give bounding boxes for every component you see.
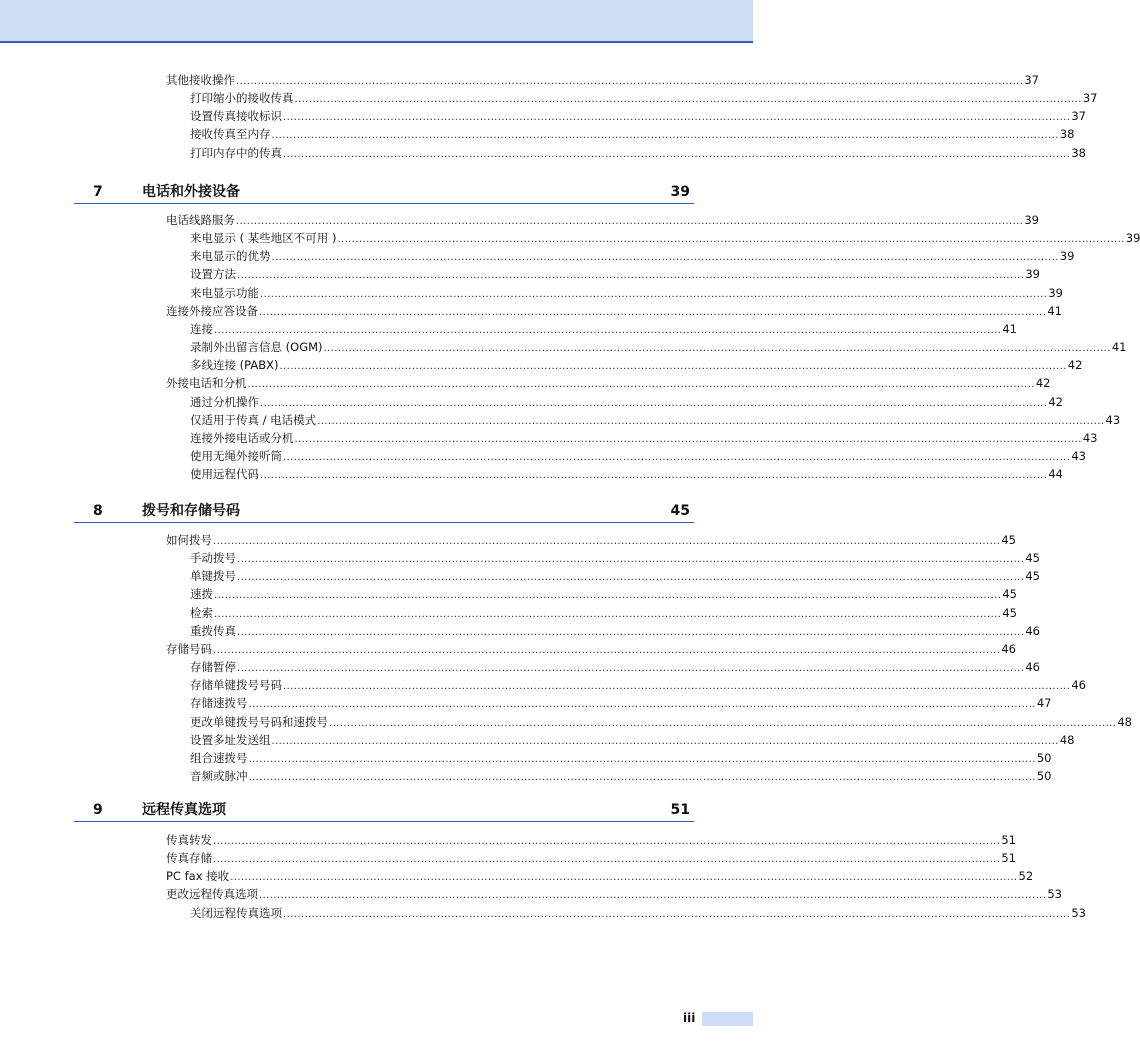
entry-title: PC fax 接收 [166, 869, 230, 884]
entry-page: 51 [1001, 851, 1016, 866]
entry-page: 43 [1105, 412, 1121, 427]
toc-entry[interactable] [166, 72, 1039, 89]
dot-leader: ............................................................................................................................................................................................................................ [213, 854, 1001, 866]
toc-subentry[interactable] [190, 430, 1098, 447]
dot-leader: ............................................................................................................................................................................................................................ [237, 270, 1025, 282]
toc-subentry[interactable] [190, 145, 1086, 162]
toc-subentry[interactable] [190, 695, 1052, 712]
entry-title: 关闭远程传真选项 [190, 905, 282, 920]
entry-title: 连接 [190, 321, 213, 336]
page-number: iii [683, 1011, 696, 1025]
entry-page: 43 [1082, 430, 1098, 445]
toc-subentry[interactable] [190, 126, 1075, 143]
entry-title: 更改远程传真选项 [166, 887, 258, 902]
dot-leader: ............................................................................................................................................................................................................................ [247, 379, 1035, 391]
chapter-title: 远程传真选项 [142, 802, 226, 818]
dot-leader: ............................................................................................................................................................................................................................ [236, 76, 1024, 87]
entry-page: 45 [1002, 587, 1017, 602]
entry-title: 使用无绳外接听筒 [190, 448, 282, 463]
dot-leader: ............................................................................................................................................................................................................................ [283, 908, 1071, 920]
dot-leader: ............................................................................................................................................................................................................................ [260, 470, 1048, 482]
toc-entry[interactable] [166, 532, 1016, 549]
dot-leader: ............................................................................................................................................................................................................................ [271, 252, 1059, 264]
entry-page: 37 [1071, 109, 1086, 124]
entry-title: 如何拨号 [166, 533, 212, 547]
toc-subentry[interactable] [190, 623, 1040, 640]
dot-leader: ............................................................................................................................................................................................................................ [259, 890, 1047, 902]
toc-subentry[interactable] [190, 108, 1086, 125]
dot-leader: ............................................................................................................................................................................................................................ [337, 234, 1125, 246]
toc-entry[interactable] [166, 868, 1034, 885]
entry-page: 53 [1071, 905, 1086, 920]
chapter-title: 拨号和存储号码 [142, 503, 240, 519]
entry-page: 45 [1025, 569, 1040, 584]
entry-title: 组合速拨号 [190, 750, 248, 765]
dot-leader: ............................................................................................................................................................................................................................ [248, 753, 1036, 765]
entry-title: 打印内存中的传真 [190, 145, 282, 160]
entry-page: 41 [1047, 303, 1062, 318]
chapter-heading[interactable] [74, 500, 694, 523]
chapter-heading[interactable] [74, 799, 694, 822]
entry-title: 手动拨号 [190, 551, 236, 566]
toc-subentry[interactable] [190, 605, 1017, 622]
entry-page: 42 [1035, 376, 1051, 391]
chapter-number: 7 [93, 184, 103, 200]
entry-title: 多线连接 (PABX) [190, 358, 279, 373]
entry-page: 42 [1048, 394, 1063, 409]
entry-page: 39 [1059, 249, 1075, 264]
dot-leader: ............................................................................................................................................................................................................................ [317, 415, 1105, 427]
dot-leader: ............................................................................................................................................................................................................................ [260, 397, 1048, 409]
dot-leader: ............................................................................................................................................................................................................................ [283, 148, 1071, 160]
dot-leader: ............................................................................................................................................................................................................................ [237, 572, 1025, 584]
toc-subentry[interactable] [190, 230, 1140, 247]
dot-leader: ............................................................................................................................................................................................................................ [248, 699, 1036, 711]
toc-subentry[interactable] [190, 357, 1083, 374]
entry-page: 37 [1024, 73, 1039, 87]
entry-title: 连接外接电话或分机 [190, 430, 294, 445]
chapter-title: 电话和外接设备 [142, 184, 240, 200]
toc-entry[interactable] [166, 212, 1039, 229]
toc-subentry[interactable] [190, 248, 1075, 265]
toc-subentry[interactable] [190, 466, 1063, 483]
toc-subentry[interactable] [190, 285, 1063, 302]
toc-subentry[interactable] [190, 394, 1063, 411]
chapter-page: 39 [670, 184, 690, 200]
entry-title: 外接电话和分机 [166, 376, 247, 391]
entry-page: 38 [1059, 127, 1075, 142]
dot-leader: ............................................................................................................................................................................................................................ [294, 433, 1082, 445]
dot-leader: ............................................................................................................................................................................................................................ [260, 288, 1048, 300]
toc-subentry[interactable] [190, 321, 1017, 338]
toc-subentry[interactable] [190, 750, 1052, 767]
toc-entry[interactable] [166, 886, 1062, 903]
entry-title: 单键拨号 [190, 569, 236, 584]
entry-title: 仅适用于传真 / 电话模式 [190, 412, 317, 427]
entry-title: 来电显示功能 [190, 285, 259, 300]
entry-page: 46 [1071, 678, 1086, 693]
entry-title: 存储暂停 [190, 660, 236, 675]
chapter-heading[interactable] [74, 181, 694, 204]
dot-leader: ............................................................................................................................................................................................................................ [271, 130, 1059, 142]
dot-leader: ............................................................................................................................................................................................................................ [214, 608, 1002, 620]
entry-title: 通过分机操作 [190, 394, 259, 409]
entry-title: 打印缩小的接收传真 [190, 91, 294, 106]
entry-title: 存储速拨号 [190, 696, 248, 711]
dot-leader: ............................................................................................................................................................................................................................ [283, 681, 1071, 693]
entry-page: 38 [1071, 145, 1086, 160]
dot-leader: ............................................................................................................................................................................................................................ [214, 590, 1002, 602]
entry-page: 47 [1036, 696, 1052, 711]
entry-page: 43 [1071, 448, 1086, 463]
entry-title: 重拨传真 [190, 623, 236, 638]
entry-title: 存储号码 [166, 641, 212, 656]
dot-leader: ............................................................................................................................................................................................................................ [294, 94, 1082, 106]
entry-title: 连接外接应答设备 [166, 303, 258, 318]
toc-entry[interactable] [166, 850, 1016, 867]
entry-title: 传真存储 [166, 851, 212, 866]
entry-page: 39 [1025, 267, 1040, 282]
entry-page: 45 [1025, 551, 1040, 566]
entry-page: 48 [1117, 714, 1132, 729]
entry-page: 48 [1059, 732, 1075, 747]
dot-leader: ............................................................................................................................................................................................................................ [329, 717, 1117, 729]
toc-entry[interactable] [166, 375, 1051, 392]
toc-subentry[interactable] [190, 339, 1127, 356]
entry-title: 传真转发 [166, 833, 212, 847]
entry-page: 39 [1048, 285, 1063, 300]
toc-subentry[interactable] [190, 732, 1075, 749]
chapter-number: 8 [93, 503, 103, 519]
footer-band [702, 1012, 753, 1026]
entry-page: 45 [1001, 533, 1016, 547]
dot-leader: ............................................................................................................................................................................................................................ [283, 451, 1071, 463]
entry-title: 音频或脉冲 [190, 768, 248, 783]
entry-title: 设置多址发送组 [190, 732, 271, 747]
entry-page: 39 [1125, 231, 1140, 246]
toc-subentry[interactable] [190, 412, 1121, 429]
dot-leader: ............................................................................................................................................................................................................................ [248, 771, 1036, 783]
toc-subentry[interactable] [190, 448, 1086, 465]
toc-subentry[interactable] [190, 659, 1040, 676]
toc-subentry[interactable] [190, 714, 1132, 731]
entry-page: 46 [1025, 660, 1040, 675]
toc-entry[interactable] [166, 641, 1016, 658]
chapter-page: 45 [670, 503, 690, 519]
dot-leader: ............................................................................................................................................................................................................................ [236, 216, 1024, 227]
toc-subentry[interactable] [190, 677, 1086, 694]
dot-leader: ............................................................................................................................................................................................................................ [237, 554, 1025, 566]
entry-page: 50 [1036, 750, 1052, 765]
entry-title: 更改单键拨号号码和速拨号 [190, 714, 328, 729]
entry-title: 检索 [190, 605, 213, 620]
entry-page: 41 [1002, 321, 1017, 336]
entry-page: 46 [1025, 623, 1040, 638]
entry-title: 速拨 [190, 587, 213, 602]
entry-page: 41 [1111, 340, 1127, 355]
toc-entry[interactable] [166, 832, 1016, 849]
entry-title: 其他接收操作 [166, 73, 235, 87]
dot-leader: ............................................................................................................................................................................................................................ [283, 112, 1071, 124]
dot-leader: ............................................................................................................................................................................................................................ [230, 872, 1018, 884]
toc-entry[interactable] [166, 303, 1062, 320]
dot-leader: ............................................................................................................................................................................................................................ [323, 343, 1111, 355]
dot-leader: ............................................................................................................................................................................................................................ [237, 663, 1025, 675]
dot-leader: ............................................................................................................................................................................................................................ [213, 536, 1001, 547]
dot-leader: ............................................................................................................................................................................................................................ [237, 626, 1025, 638]
dot-leader: ............................................................................................................................................................................................................................ [213, 644, 1001, 656]
entry-page: 37 [1082, 91, 1098, 106]
dot-leader: ............................................................................................................................................................................................................................ [213, 836, 1001, 847]
entry-page: 46 [1001, 641, 1016, 656]
entry-page: 39 [1024, 213, 1039, 227]
entry-title: 设置方法 [190, 267, 236, 282]
chapter-page: 51 [670, 802, 690, 818]
entry-title: 设置传真接收标识 [190, 109, 282, 124]
dot-leader: ............................................................................................................................................................................................................................ [271, 735, 1059, 747]
entry-page: 52 [1018, 869, 1034, 884]
entry-title: 电话线路服务 [166, 213, 235, 227]
dot-leader: ............................................................................................................................................................................................................................ [259, 306, 1047, 318]
entry-title: 存储单键拨号号码 [190, 678, 282, 693]
toc-subentry[interactable] [190, 568, 1040, 585]
entry-title: 录制外出留言信息 (OGM) [190, 340, 323, 355]
toc-subentry[interactable] [190, 90, 1098, 107]
entry-title: 来电显示 ( 某些地区不可用 ) [190, 231, 337, 246]
entry-page: 45 [1002, 605, 1017, 620]
dot-leader: ............................................................................................................................................................................................................................ [279, 361, 1067, 373]
toc-subentry[interactable] [190, 266, 1040, 283]
toc-subentry[interactable] [190, 768, 1052, 785]
entry-page: 42 [1067, 358, 1083, 373]
entry-title: 使用远程代码 [190, 467, 259, 482]
dot-leader: ............................................................................................................................................................................................................................ [214, 324, 1002, 336]
toc-subentry[interactable] [190, 550, 1040, 567]
entry-title: 接收传真至内存 [190, 127, 271, 142]
entry-page: 51 [1001, 833, 1016, 847]
toc-subentry[interactable] [190, 586, 1017, 603]
entry-page: 53 [1047, 887, 1062, 902]
entry-page: 44 [1048, 467, 1063, 482]
toc-subentry[interactable] [190, 905, 1086, 922]
entry-page: 50 [1036, 768, 1052, 783]
entry-title: 来电显示的优势 [190, 249, 271, 264]
chapter-number: 9 [93, 802, 103, 818]
